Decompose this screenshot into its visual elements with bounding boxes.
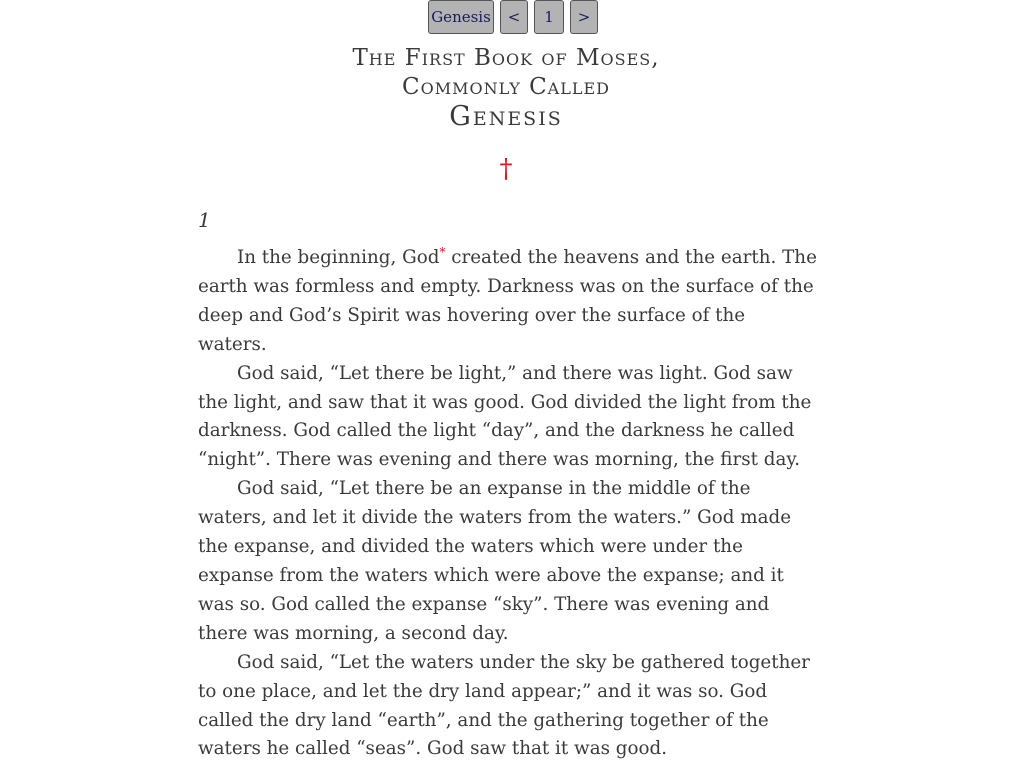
dagger-ornament-icon: †: [499, 154, 513, 184]
chapter-number: 1: [198, 208, 211, 232]
book-title: [0, 44, 1012, 132]
chapter-navigation: [0, 0, 1024, 34]
verse-paragraph: God said, “Let the waters under the sky be gathered together to one place, and let the dry land appear;” and it was so. God called the dry land “earth”, and the gathering together of the waters he called “seas”. God saw that it was good.: [198, 651, 810, 760]
paragraph-text: In the beginning, God: [237, 247, 440, 268]
next-chapter-button[interactable]: >: [570, 0, 598, 34]
verse-paragraph: God said, “Let there be an expanse in the middle of the waters, and let it divide the waters from the waters.” God made the expanse, and divided the waters which were under the expanse from the waters which were above the expanse; and it was so. God called the expanse “sky”. There was evening and there was morning, a second day.: [198, 478, 792, 644]
footnote-marker[interactable]: *: [439, 244, 446, 259]
verse-paragraph: God said, “Let there be light,” and there was light. God saw the light, and saw that it was good. God divided the light from the darkness. God called the light “day”, and the darkness he called “night”. There was evening and there was morning, the first day.: [198, 362, 812, 471]
chapter-select-button[interactable]: 1: [534, 0, 564, 34]
previous-chapter-button[interactable]: <: [500, 0, 528, 34]
book-title-line-2: Commonly Called: [402, 74, 610, 100]
verse-paragraph: [198, 244, 818, 360]
book-name: Genesis: [449, 101, 563, 132]
book-select-button[interactable]: Genesis: [428, 0, 494, 34]
scripture-text: [198, 244, 818, 764]
book-title-line-1: The First Book of Moses,: [352, 45, 660, 71]
paragraph-text: created the heavens and the earth. The earth was formless and empty. Darkness was on the surface of the deep and God’s Spirit was hovering over the surface of the waters.: [198, 247, 817, 355]
